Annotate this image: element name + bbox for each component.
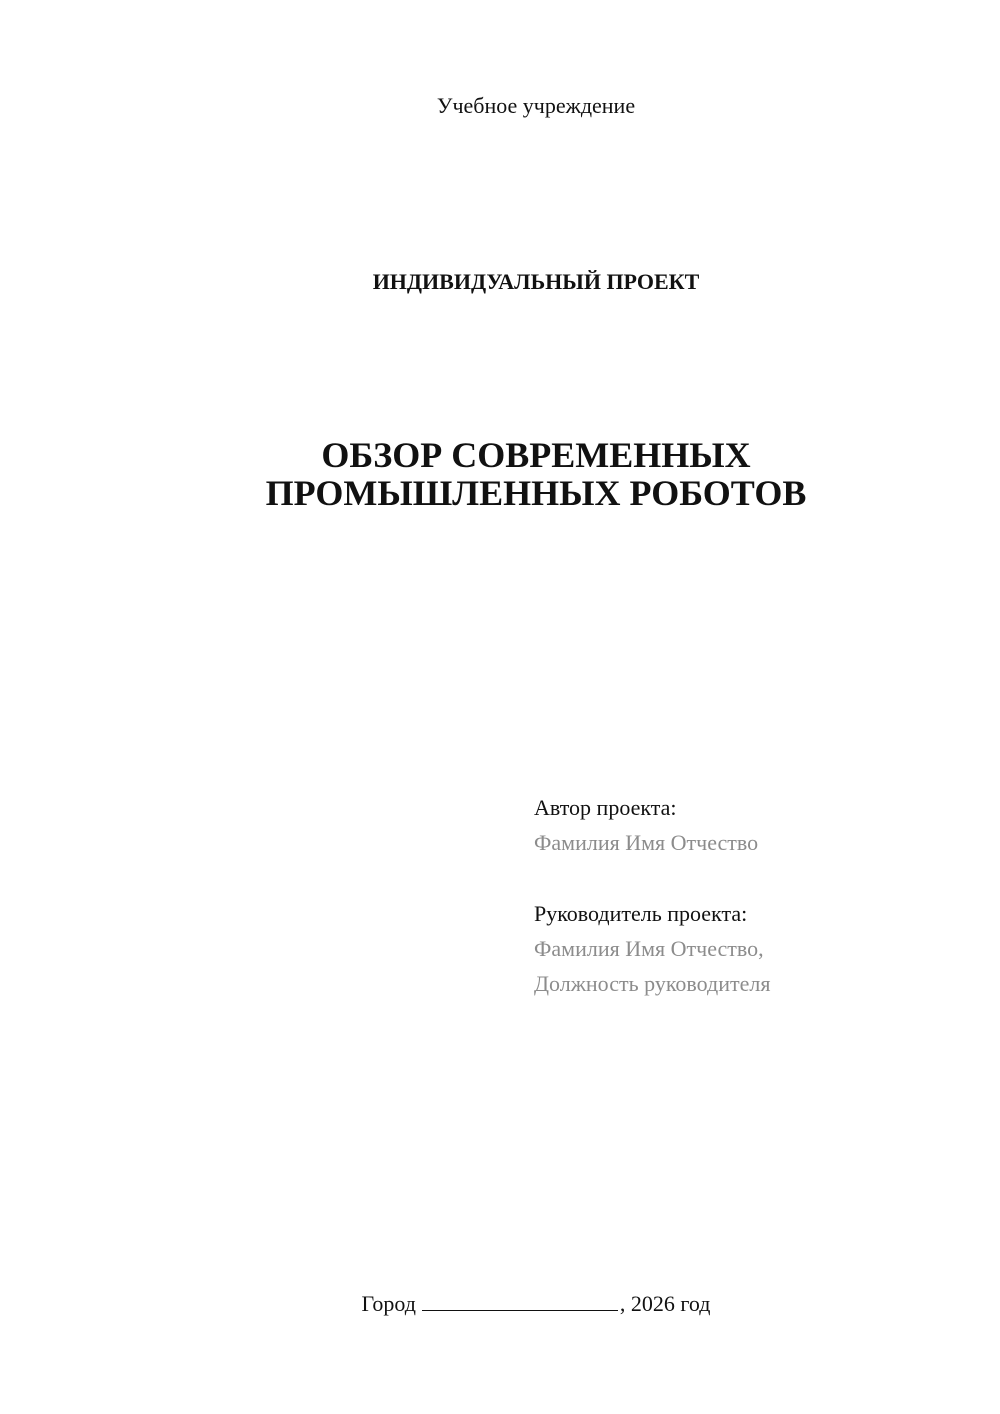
city-blank-line (422, 1292, 618, 1311)
author-label: Автор проекта: (534, 795, 677, 820)
year-text: , 2026 год (619, 1291, 711, 1316)
project-title-line-1: ОБЗОР СОВРЕМЕННЫХ (321, 435, 751, 475)
project-title-line-2: ПРОМЫШЛЕННЫХ РОБОТОВ (265, 473, 807, 513)
project-title (0, 436, 1000, 512)
credits-block (534, 790, 974, 1001)
credits-spacer (534, 860, 974, 896)
footer-city-year (0, 1290, 1000, 1318)
supervisor-position: Должность руководителя (534, 971, 771, 996)
project-type-heading: ИНДИВИДУАЛЬНЫЙ ПРОЕКТ (372, 269, 700, 294)
institution-name: Учебное учреждение (436, 93, 636, 118)
supervisor-name: Фамилия Имя Отчество, (534, 936, 764, 961)
author-name: Фамилия Имя Отчество (534, 830, 759, 855)
city-label: Город (361, 1291, 416, 1316)
supervisor-label: Руководитель проекта: (534, 901, 748, 926)
